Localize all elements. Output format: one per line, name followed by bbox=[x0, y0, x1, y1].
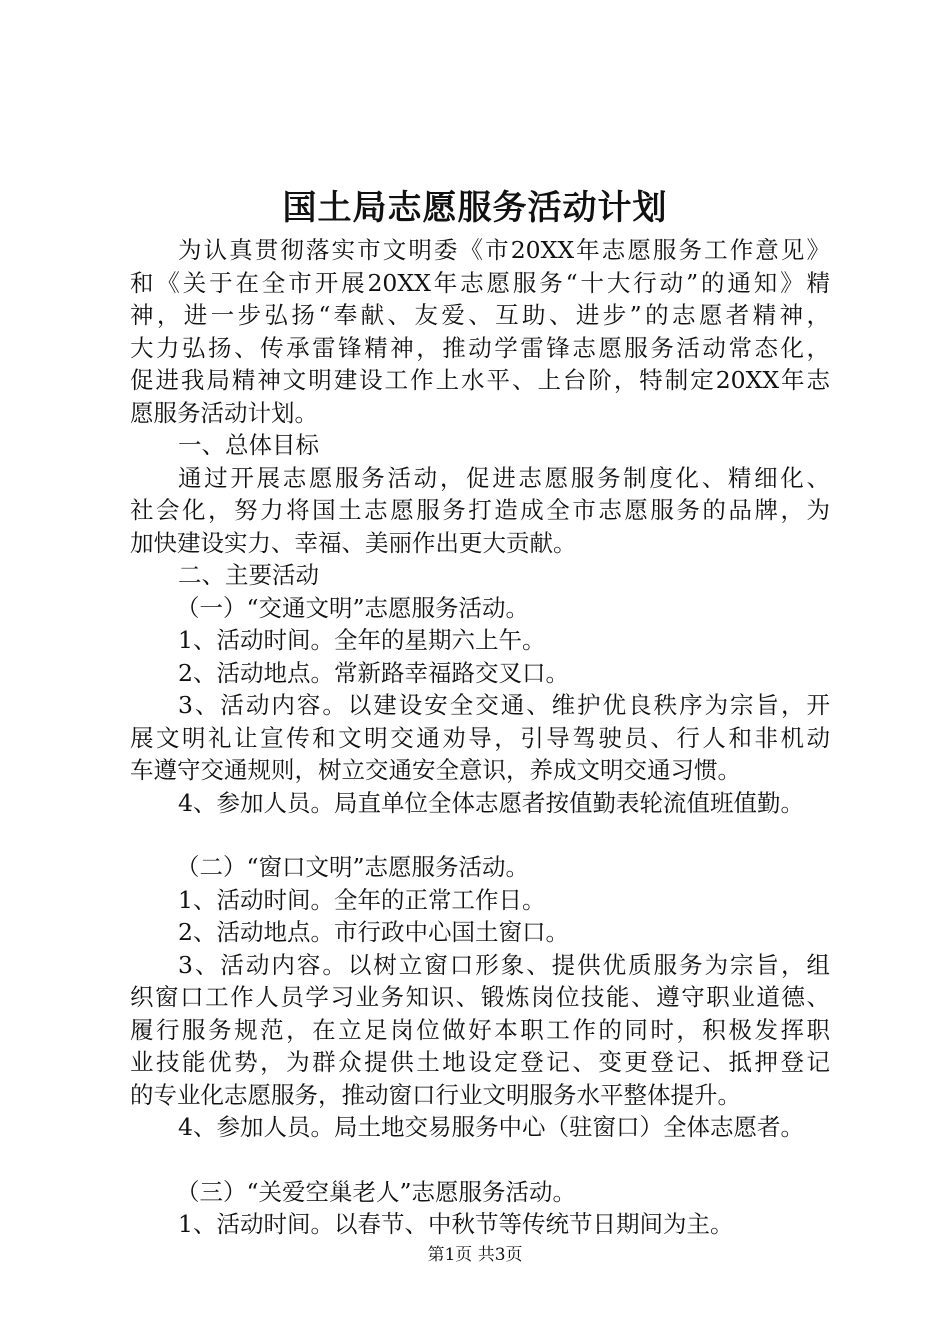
text-line: 3、活动内容。以建设安全交通、维护优良秩序为宗旨，开 bbox=[178, 691, 830, 719]
text-line: 展文明礼让宣传和文明交通劝导，引导驾驶员、行人和非机动 bbox=[130, 723, 830, 752]
text-line: 大力弘扬、传承雷锋精神，推动学雷锋志愿服务活动常态化， bbox=[130, 333, 830, 362]
text-line: 和《关于在全市开展20XX年志愿服务“十大行动”的通知》精 bbox=[130, 268, 830, 297]
text-line: 3、活动内容。以树立窗口形象、提供优质服务为宗旨，组 bbox=[178, 950, 830, 979]
text-line: 促进我局精神文明建设工作上水平、上台阶，特制定20XX年志 bbox=[130, 366, 830, 394]
text-line: 社会化，努力将国土志愿服务打造成全市志愿服务的品牌，为 bbox=[130, 496, 830, 524]
text-line: 业技能优势，为群众提供土地设定登记、变更登记、抵押登记 bbox=[130, 1048, 830, 1076]
text-line: 2、活动地点。常新路幸福路交叉口。 bbox=[178, 658, 569, 687]
text-line: 4、参加人员。局直单位全体志愿者按值勤表轮流值班值勤。 bbox=[178, 788, 804, 817]
text-line: 1、活动时间。全年的星期六上午。 bbox=[178, 626, 546, 654]
text-line: 通过开展志愿服务活动，促进志愿服务制度化、精细化、 bbox=[178, 463, 830, 492]
text-line: 履行服务规范，在立足岗位做好本职工作的同时，积极发挥职 bbox=[130, 1015, 830, 1044]
subsection-heading: （一）“交通文明”志愿服务活动。 bbox=[176, 593, 530, 622]
blank-line bbox=[130, 819, 830, 851]
blank-line bbox=[130, 1144, 830, 1176]
text-line: 为认真贯彻落实市文明委《市20XX年志愿服务工作意见》 bbox=[178, 236, 830, 264]
text-line: 2、活动地点。市行政中心国土窗口。 bbox=[178, 918, 569, 946]
page-footer: 第1页 共3页 bbox=[427, 1245, 523, 1265]
text-line: 车遵守交通规则，树立交通安全意识，养成文明交通习惯。 bbox=[130, 756, 741, 784]
text-line: 4、参加人员。局土地交易服务中心（驻窗口）全体志愿者。 bbox=[178, 1113, 804, 1141]
text-line: 织窗口工作人员学习业务知识、锻炼岗位技能、遵守职业道德、 bbox=[130, 983, 830, 1011]
text-line: 愿服务活动计划。 bbox=[130, 398, 318, 427]
section-heading: 一、总体目标 bbox=[178, 431, 319, 459]
subsection-heading: （二）“窗口文明”志愿服务活动。 bbox=[176, 853, 530, 881]
document-title: 国土局志愿服务活动计划 bbox=[282, 188, 668, 228]
text-line: 加快建设实力、幸福、美丽作出更大贡献。 bbox=[130, 528, 577, 557]
text-line: 1、活动时间。以春节、中秋节等传统节日期间为主。 bbox=[178, 1210, 734, 1238]
section-heading: 二、主要活动 bbox=[178, 561, 319, 589]
subsection-heading: （三）“关爱空巢老人”志愿服务活动。 bbox=[176, 1177, 577, 1206]
text-line: 1、活动时间。全年的正常工作日。 bbox=[178, 885, 546, 914]
document-body bbox=[130, 234, 830, 1241]
text-line: 的专业化志愿服务，推动窗口行业文明服务水平整体提升。 bbox=[130, 1080, 741, 1109]
text-line: 神，进一步弘扬“奉献、友爱、互助、进步”的志愿者精神， bbox=[130, 301, 830, 329]
